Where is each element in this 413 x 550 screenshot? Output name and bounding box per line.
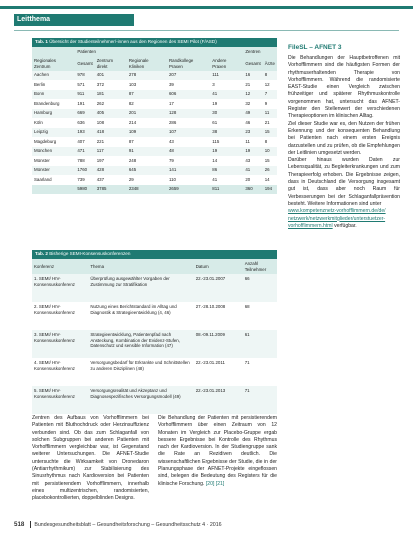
table-cell: Brandenburg — [32, 99, 75, 109]
col-header: Andere Praxen — [210, 57, 243, 71]
table-cell: Berlin — [32, 80, 75, 90]
table-row — [32, 386, 277, 414]
table-cell: 115 — [210, 137, 243, 147]
col-header: Datum — [194, 259, 243, 274]
table-cell: 110 — [167, 175, 210, 185]
table-cell: 5. SEMI/ HIV-Konsensuskonferenz — [32, 386, 88, 414]
table-2 — [32, 250, 277, 414]
table-cell: 1760 — [75, 166, 94, 176]
table-cell: 3 — [210, 80, 243, 90]
table-cell: 48 — [167, 147, 210, 157]
table-row — [32, 80, 277, 90]
table-cell: 2. SEMI/ HIV-Konsensuskonferenz — [32, 302, 88, 330]
table-cell: 372 — [95, 80, 127, 90]
table-cell: 286 — [167, 118, 210, 128]
group-header-patients: Patienten — [75, 47, 243, 57]
table-2-caption-text: Bisherige SEMI-Konsensuskonferenzen — [49, 251, 131, 256]
table-row — [32, 109, 277, 119]
table-cell: 571 — [75, 80, 94, 90]
table-cell: 401 — [95, 71, 127, 81]
table-cell: 103 — [127, 80, 167, 90]
table-cell: 26 — [263, 166, 277, 176]
paragraph: Ziel dieser Studie war es, den Nutzen der frühen Erkennung und der konsequenten Behandlung bei Patienten nach einem ersten Ereignis darzustellen und zu prüfen, ob die Empfehlungen der Leitlinien umgesetzt werden. — [288, 120, 400, 156]
table-cell: 41 — [210, 90, 243, 100]
table-row — [32, 156, 277, 166]
table-cell: 91 — [127, 147, 167, 157]
table-cell: Aachen — [32, 71, 75, 81]
table-cell: 437 — [95, 175, 127, 185]
table-cell: München — [32, 147, 75, 157]
table-cell: 788 — [75, 156, 94, 166]
table-row — [32, 137, 277, 147]
table-cell: 82 — [127, 99, 167, 109]
table-cell: Bonn — [32, 90, 75, 100]
table-total-row — [32, 185, 277, 195]
table-cell: 5980 — [75, 185, 94, 195]
table-cell: 109 — [127, 128, 167, 138]
table-1-column-header — [32, 57, 277, 71]
group-header-centers: Zentren — [243, 47, 277, 57]
table-cell: 68 — [243, 302, 277, 330]
page-number: 518 — [14, 521, 25, 528]
table-1-caption-text: Übersicht der Studienteilnehmer/-innen aus den Regionen des SEMI Pilot (F/ASD) — [49, 39, 217, 44]
table-2-column-header — [32, 259, 277, 274]
table-cell: 418 — [95, 128, 127, 138]
table-cell: 29 — [127, 175, 167, 185]
table-cell: 8 — [263, 71, 277, 81]
table-cell: Saarland — [32, 175, 75, 185]
table-cell: 87 — [127, 90, 167, 100]
table-cell: 41 — [243, 166, 262, 176]
table-cell: 19 — [210, 147, 243, 157]
table-row — [32, 99, 277, 109]
table-cell: 108 — [95, 118, 127, 128]
table-cell: 360 — [243, 185, 262, 195]
table-cell: 1. SEMI/ HIV-Konsensuskonferenz — [32, 274, 88, 302]
paragraph: Die Behandlungen der Hauptbetroffenen mit Vorhofflimmern sind die häufigsten Formen der rhythmuserhaltenden Therapie von Vorhofflimmern. Während die randomisierte EAST-Studie einen Vergleich zwischen frühzeitiger und späterer Rhythmuskontrolle vorgenommen hat, untersucht das AFNET-Register den Stellenwert der verschiedenen Therapieoptionen im klinischen Alltag. — [288, 55, 400, 120]
table-cell: 248 — [127, 156, 167, 166]
table-cell: 12 — [243, 90, 262, 100]
table-cell: 107 — [167, 128, 210, 138]
table-cell: 21 — [243, 80, 262, 90]
col-header: Thema — [88, 259, 193, 274]
table-cell: 201 — [127, 109, 167, 119]
table-cell: 86 — [210, 166, 243, 176]
table-cell: Magdeburg — [32, 137, 75, 147]
table-cell: 30 — [210, 109, 243, 119]
table-cell: 61 — [210, 118, 243, 128]
table-cell: 11 — [243, 137, 262, 147]
paragraph: Die Behandlung der Patienten mit persistierendem Vorhofflimmern über einen Zeitraum von 12 Monaten im Vergleich zur Placebo-Gruppe ergab bessere Ergebnisse bei Kontrolle des Rhythmus nach der Kardioversion. In der Studiengruppe sank die Rate an Rezidiven deutlich. Die wissenschaftlichen Ergebnisse der Studie, die in der Planungsphase der AFNET-Projekte eingeflossen sind, belegen die Bedeutung des Registers für die klinische Forschung. — [158, 415, 277, 487]
col-header: Regionales Zentrum — [32, 57, 75, 71]
table-cell: 38 — [210, 128, 243, 138]
paragraph: Darüber hinaus wurden Daten zur Lebensqualität, zu Begleiterkrankungen und zum Therapieerfolg erhoben. Die Ergebnisse zeigen, dass in Deutschland die Versorgung insgesamt gut ist, dass aber noch Raum für Verbesserungen bei der Schlaganfallprävention besteht. Weitere Informationen sind unter — [288, 157, 400, 207]
table-1 — [32, 38, 277, 194]
col-header: Zentrum direkt — [95, 57, 127, 71]
table-cell: 7 — [263, 90, 277, 100]
table-row — [32, 71, 277, 81]
table-cell: 811 — [210, 185, 243, 195]
table-cell: Versorgungsrealität und Akzeptanz und Diagnosespezifisches Versorgungsmodell (49) — [88, 386, 193, 414]
table-row — [32, 330, 277, 358]
table-cell: Nutzung eines Berichtstandard im Alltag und Diagnostik & Strategieentwicklung (4, 46) — [88, 302, 193, 330]
table-cell: 22.-23.01.2011 — [194, 358, 243, 386]
col-header: Gesamt — [75, 57, 94, 71]
table-cell: 08.-09.11.2009 — [194, 330, 243, 358]
table-cell: 141 — [167, 166, 210, 176]
table-cell: 8 — [263, 137, 277, 147]
table-cell: 194 — [263, 185, 277, 195]
reference-link[interactable]: www.kompetenznetz-vorhofflimmern.de/de/ netzwerk/netzwerkmitglieder/unterstuetzer-vorhofflimmern.html — [288, 208, 386, 229]
table-cell: 636 — [75, 118, 94, 128]
citation-link[interactable]: [20] — [205, 480, 215, 487]
table-cell: 3785 — [95, 185, 127, 195]
table-cell: Versorgungsbedarf für Erkrankte und Schnittstellen zu anderen Disziplinen (48) — [88, 358, 193, 386]
table-1-caption — [32, 38, 277, 47]
table-cell: 278 — [127, 71, 167, 81]
table-cell: 191 — [75, 99, 94, 109]
table-cell: Leipzig — [32, 128, 75, 138]
table-cell: 41 — [210, 175, 243, 185]
table-cell: 407 — [75, 137, 94, 147]
col-header: Konferenz — [32, 259, 88, 274]
table-cell: 17 — [167, 99, 210, 109]
col-header: Regionale Kliniken — [127, 57, 167, 71]
table-cell: 43 — [243, 156, 262, 166]
table-cell: 39 — [167, 80, 210, 90]
table-1-caption-label: Tab. 1 — [35, 39, 48, 44]
top-accent-bar — [0, 6, 413, 9]
table-cell: Überprüfung ausgewählter Vorgaben der Zustimmung zur Stratifikation — [88, 274, 193, 302]
table-cell: 14 — [263, 175, 277, 185]
table-cell: Münster — [32, 166, 75, 176]
table-cell: 22.-23.01.2007 — [194, 274, 243, 302]
col-header: Anzahl Teilnehmer — [243, 259, 277, 274]
citation-link[interactable]: [21] — [215, 480, 225, 487]
table-cell: 111 — [210, 71, 243, 81]
table-cell: 128 — [167, 109, 210, 119]
table-cell: 19 — [243, 147, 262, 157]
table-cell: 15 — [263, 128, 277, 138]
table-cell: 61 — [243, 330, 277, 358]
table-cell: 79 — [167, 156, 210, 166]
table-cell: 262 — [95, 99, 127, 109]
table-cell: 3. SEMI/ HIV-Konsensuskonferenz — [32, 330, 88, 358]
table-cell: 2659 — [167, 185, 210, 195]
journal-name: Bundesgesundheitsblatt – Gesundheitsforschung – Gesundheitsschutz 4 · 2016 — [34, 522, 222, 528]
col-header: Randkollege Praxen — [167, 57, 210, 71]
table-cell: 214 — [127, 118, 167, 128]
table-cell: Strategieentwicklung, Patientenpfad nach Ansteckung, Kombination der Evidenz-Stufen, Datenschutz und sensible Information (47) — [88, 330, 193, 358]
table-cell: 71 — [243, 358, 277, 386]
article-heading: FileSL – AFNET 3 — [288, 44, 342, 51]
table-cell: 22.-23.01.2013 — [194, 386, 243, 414]
table-cell: Hamburg — [32, 109, 75, 119]
middle-column-text — [158, 415, 277, 488]
table-cell: 428 — [95, 166, 127, 176]
table-cell: 117 — [95, 147, 127, 157]
table-cell: 14 — [210, 156, 243, 166]
table-row — [32, 147, 277, 157]
table-row — [32, 302, 277, 330]
table-cell: 669 — [75, 109, 94, 119]
table-cell: 911 — [75, 90, 94, 100]
table-cell: 49 — [243, 109, 262, 119]
table-cell: Münster — [32, 156, 75, 166]
table-row — [32, 166, 277, 176]
footer-separator — [30, 521, 31, 528]
table-cell: 21 — [263, 118, 277, 128]
table-2-caption — [32, 250, 277, 259]
col-header: Gesamt — [243, 57, 262, 71]
table-cell: 193 — [75, 128, 94, 138]
page-footer — [14, 521, 222, 528]
table-cell: 221 — [95, 137, 127, 147]
table-cell: 19 — [210, 99, 243, 109]
table-cell: 66 — [243, 274, 277, 302]
table-cell: 46 — [243, 118, 262, 128]
table-cell: 87 — [127, 137, 167, 147]
table-2-caption-label: Tab. 2 — [35, 251, 48, 256]
table-cell: 10 — [263, 147, 277, 157]
table-cell: 645 — [127, 166, 167, 176]
table-row — [32, 90, 277, 100]
table-cell: 12 — [263, 80, 277, 90]
section-label: Leitthema — [14, 14, 134, 26]
table-cell: 207 — [167, 71, 210, 81]
paragraph: verfügbar. — [334, 222, 357, 229]
header-rule — [14, 30, 399, 31]
table-cell: 471 — [75, 147, 94, 157]
table-cell: 16 — [243, 71, 262, 81]
table-row — [32, 128, 277, 138]
table-row — [32, 274, 277, 302]
table-1-group-header — [32, 47, 277, 57]
table-cell: 23 — [243, 128, 262, 138]
table-cell: 20 — [243, 175, 262, 185]
table-cell: 4. SEMI/ HIV-Konsensuskonferenz — [32, 358, 88, 386]
table-cell: 606 — [167, 90, 210, 100]
table-cell: 197 — [95, 156, 127, 166]
table-cell: 9 — [263, 99, 277, 109]
table-cell: 43 — [167, 137, 210, 147]
table-cell: 71 — [243, 386, 277, 414]
table-cell: 978 — [75, 71, 94, 81]
group-header-empty — [32, 47, 75, 57]
table-cell: 15 — [263, 156, 277, 166]
table-cell: Köln — [32, 118, 75, 128]
table-row — [32, 118, 277, 128]
table-cell — [32, 185, 75, 195]
col-header: Ärzte — [263, 57, 277, 71]
table-row — [32, 358, 277, 386]
left-column-text: Zentren des Aufbaus von Vorhofflimmern bei Patienten mit Bluthochdruck oder Herzinsuffizienz verbunden sind. Ob das zum Schlaganfall von solchen Subgruppen bei anderen Patienten mit Vorhofflimmern vergleichbar war, ist Gegenstand weiterer Untersuchungen. Die AFNET-Studie untersuchte die Wirksamkeit von Dronedaron (Antiarrhythmikum) zur Stabilisierung des Sinusrhythmus nach Kardioversion bei Patienten mit persistierendem Vorhofflimmern, innerhalb eines multizentrischen, randomisierten, placebokontrollierten, doppelblinden Designs. — [32, 415, 149, 502]
table-cell: 27.-28.10.2008 — [194, 302, 243, 330]
table-row — [32, 175, 277, 185]
table-cell: 739 — [75, 175, 94, 185]
table-cell: 11 — [263, 109, 277, 119]
table-cell: 181 — [95, 90, 127, 100]
table-cell: 2348 — [127, 185, 167, 195]
table-cell: 32 — [243, 99, 262, 109]
right-column-text — [288, 55, 400, 230]
table-cell: 405 — [95, 109, 127, 119]
